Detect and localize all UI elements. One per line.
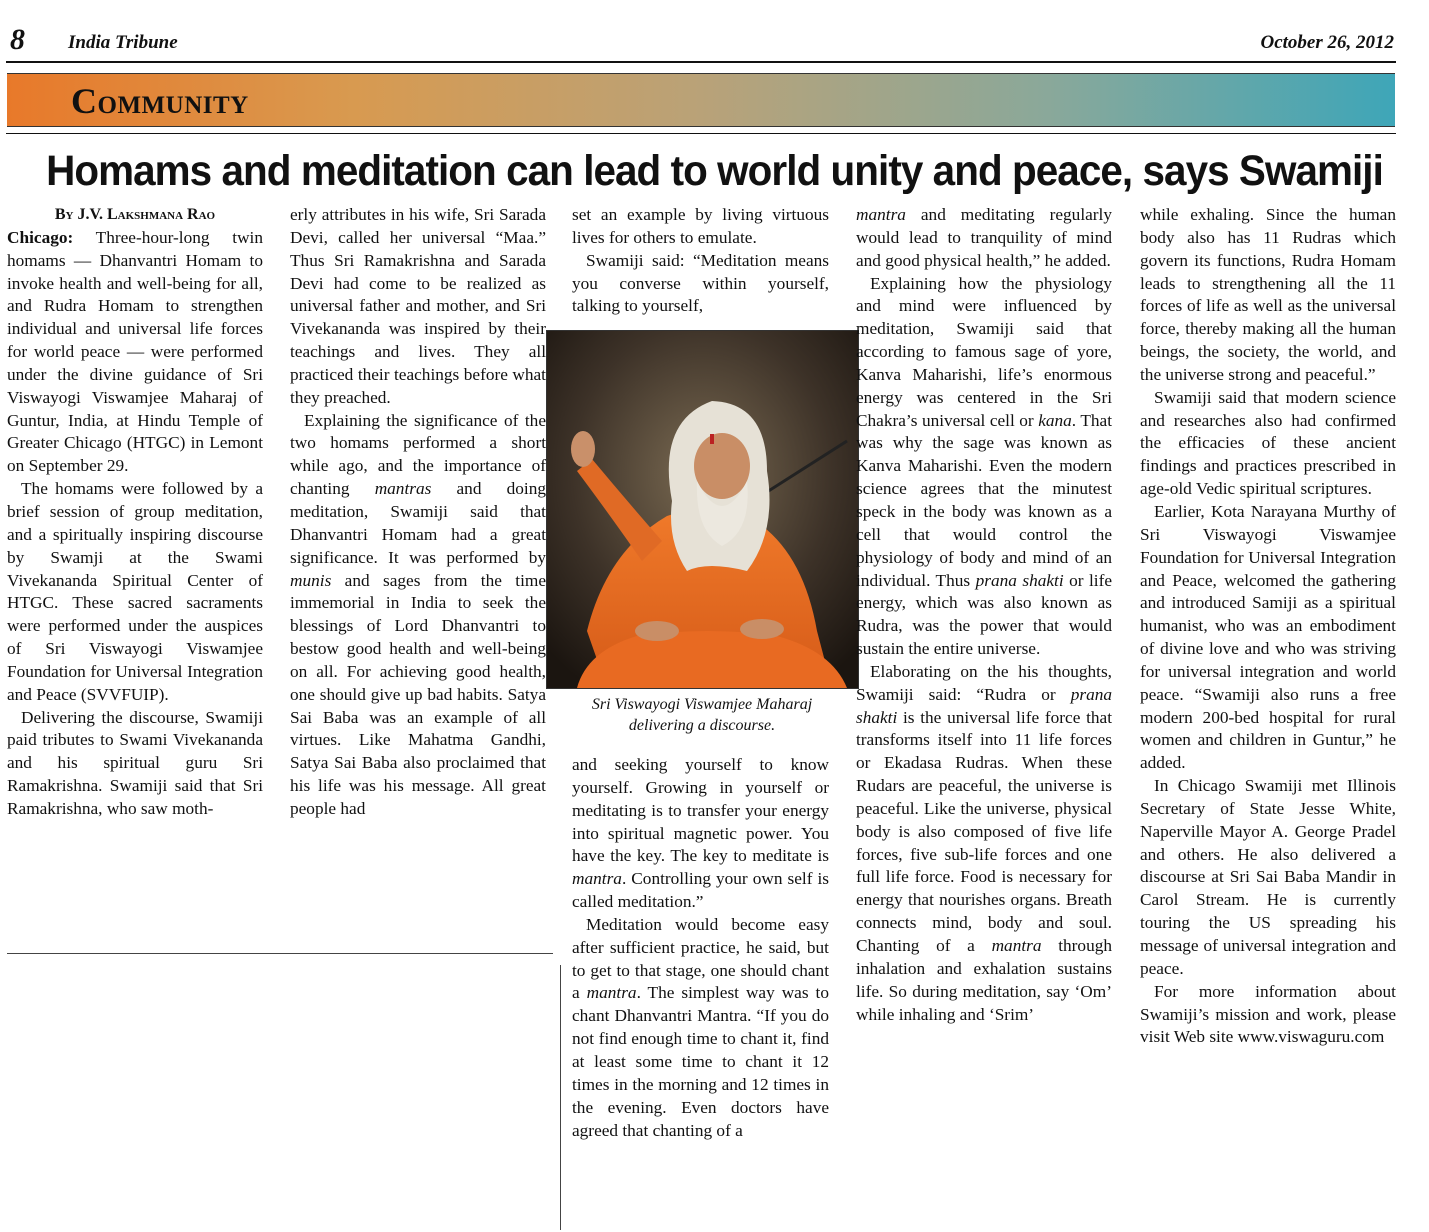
- column-divider: [560, 965, 561, 1230]
- banner-rule: [6, 133, 1396, 134]
- article-photo: [546, 330, 859, 689]
- paragraph: mantra and meditating regularly would lead to tranquility of mind and good physical health,” he added.: [856, 205, 1112, 270]
- article-end-rule: [7, 953, 553, 954]
- page-header: [6, 24, 1396, 60]
- paragraph: Swamiji said: “Meditation means you converse within yourself, talking to yourself,: [572, 250, 829, 316]
- caption-line: delivering a discourse.: [628, 717, 776, 734]
- article-column-3-top: [572, 204, 829, 318]
- article-headline: Homams and meditation can lead to world unity and peace, says Swamiji: [46, 147, 1383, 195]
- paragraph: Swamiji said that modern science and researches also had confirmed the efficacies of these ancient findings and practices prescribed in age-old Vedic spiritual scriptures.: [1140, 387, 1396, 499]
- paragraph: Meditation would become easy after sufficient practice, he said, but to get to that stage, one should chant a mantra. The simplest way was to chant Dhanvantri Mantra. “If you do not find enough time to chant it, find at least some time to chant it 12 times in the morning and 12 times in the evening. Even doctors have agreed that chanting of a: [572, 914, 829, 1140]
- publication-date: October 26, 2012: [1260, 32, 1394, 53]
- paragraph: Explaining how the physiology and mind were influenced by meditation, Swamiji said that according to famous sage of yore, Kanva Maharishi, life’s enormous energy was centered in the Sri Chakra’s universal cell or kana. That was why the sage was known as Kanva Maharishi. Even the modern science agrees that the minutest speck in the body was known as a cell that would control the physiology of body and mind of an individual. Thus prana shakti or life energy, which was also known as Rudra, was the power that would sustain the entire universe.: [856, 273, 1112, 659]
- paragraph: Explaining the significance of the two homams performed a short while ago, and the importance of chanting mantras and doing meditation, Swamiji said that Dhanvantri Homam had a great significance. It was performed by munis and sages from the time immemorial in India to seek the blessings of Lord Dhanvantri to bestow good health and well-being on all. For achieving good health, one should give up bad habits. Satya Sai Baba was an example of all virtues. Like Mahatma Gandhi, Satya Sai Baba also proclaimed that his life was his message. All great people had: [290, 410, 546, 818]
- paragraph: The homams were followed by a brief session of group meditation, and a spiritually inspiring discourse by Swamji at the Swami Vivekananda Spiritual Center of HTGC. These sacred sacraments were performed under the auspices of Sri Viswayogi Viswamjee Foundation for Universal Integration and Peace (SVVFUIP).: [7, 479, 263, 704]
- paragraph: and seeking yourself to know yourself. Growing in yourself or meditating is to transfer your energy into spiritual magnetic power. You have the key. The key to meditate is mantra. Controlling your own self is called meditation.”: [572, 755, 829, 912]
- publication-name: India Tribune: [68, 32, 178, 53]
- paragraph: set an example by living virtuous lives for others to emulate.: [572, 205, 829, 247]
- article-column-5: [1140, 204, 1396, 1049]
- section-label: Community: [71, 81, 249, 121]
- article-column-3-bottom: [572, 754, 829, 1142]
- section-banner: [7, 73, 1395, 127]
- article-column-2: [290, 204, 546, 821]
- swamiji-portrait-image: [547, 331, 858, 688]
- header-rule: [6, 61, 1396, 63]
- article-column-4: [856, 204, 1112, 1026]
- photo-caption: [560, 694, 844, 736]
- caption-line: Sri Viswayogi Viswamjee Maharaj: [591, 696, 813, 713]
- paragraph: Elaborating on the his thoughts, Swamiji said: “Rudra or prana shakti is the universal life force that transforms itself into 11 life forces or Ekadasa Rudras. When these Rudars are peaceful, the universe is peaceful. Like the universe, physical body is also composed of five life forces, five sub-life forces and one full life force. Food is necessary for energy that nourishes organs. Breath connects mind, body and soul. Chanting of a mantra through inhalation and exhalation sustains life. So during meditation, say ‘Om’ while inhaling and ‘Srim’: [856, 661, 1112, 1024]
- paragraph: erly attributes in his wife, Sri Sarada Devi, called her universal “Maa.” Thus Sri Ramakrishna and Sarada Devi had come to be realized as universal father and mother, and Sri Vivekananda was inspired by their teachings and lives. They all practiced their teachings before what they preached.: [290, 205, 546, 407]
- paragraph: In Chicago Swamiji met Illinois Secretary of State Jesse White, Naperville Mayor A. George Pradel and others. He also delivered a discourse at Sri Sai Baba Mandir in Carol Stream. He is currently touring the US spreading his message of universal integration and peace.: [1140, 776, 1396, 978]
- paragraph: Earlier, Kota Narayana Murthy of Sri Viswayogi Viswamjee Foundation for Universal Integration and Peace, welcomed the gathering and introduced Samiji as a spiritual humanist, who was an embodiment of divine love and who was striving for universal integration and world peace. “Swamiji also runs a free modern 200-bed hospital for rural women and children in Guntur,” he added.: [1140, 501, 1396, 773]
- paragraph: Delivering the discourse, Swamiji paid tributes to Swami Vivekananda and his spiritual guru Sri Ramakrishna. Swamiji said that Sri Ramakrishna, who saw moth-: [7, 707, 263, 818]
- byline: By J.V. Lakshmana Rao: [54, 206, 216, 223]
- dateline: Chicago:: [7, 227, 74, 247]
- paragraph: while exhaling. Since the human body also has 11 Rudras which govern its functions, Rudra Homam leads to strengthening all the 11 forces of life as well as the universal force, thereby making all the human beings, the society, the world, and the universe strong and peaceful.”: [1140, 205, 1396, 384]
- page-number: 8: [10, 23, 25, 56]
- article-column-1: [7, 204, 263, 821]
- paragraph: For more information about Swamiji’s mission and work, please visit Web site www.viswaguru.com: [1140, 981, 1396, 1047]
- paragraph: Chicago: Three-hour-long twin homams — Dhanvantri Homam to invoke health and well-being for all, and Rudra Homam to strengthen individual and universal life forces for world peace — were performed under the divine guidance of Sri Viswayogi Viswamjee Maharaj of Guntur, India, at Hindu Temple of Greater Chicago (HTGC) in Lemont on September 29.: [7, 227, 263, 476]
